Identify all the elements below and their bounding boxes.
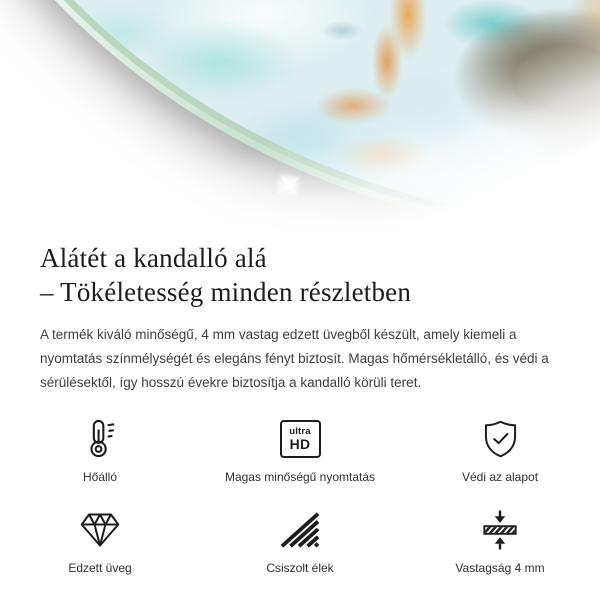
ultra-hd-icon: [280, 417, 321, 461]
feature-protects-base: [400, 417, 600, 484]
product-hero-image: [0, 0, 600, 236]
feature-thickness: [400, 508, 600, 575]
feature-label: Hőálló: [82, 470, 118, 484]
diamond-icon: [79, 508, 121, 552]
feature-label: Csiszolt élek: [266, 561, 334, 575]
hero-white-fade: [0, 0, 600, 236]
page-title-line1: Alátét a kandalló alá: [40, 243, 267, 273]
page-title-line2: – Tökéletesség minden részletben: [40, 277, 412, 307]
feature-polished-edges: [200, 508, 400, 575]
feature-heat-resistant: [0, 417, 200, 484]
ultra-hd-text-bottom: HD: [289, 436, 311, 453]
page-title: [40, 241, 560, 309]
shield-check-icon: [482, 417, 519, 461]
feature-tempered-glass: [0, 508, 200, 575]
product-description-section: [0, 241, 600, 575]
feature-label: Magas minőségű nyomtatás: [224, 470, 376, 484]
thickness-icon: [481, 508, 519, 552]
ultra-hd-text-top: ultra: [289, 425, 311, 437]
feature-label: Védi az alapot: [461, 470, 539, 484]
feature-label: Edzett üveg: [68, 561, 132, 575]
thermometer-icon: [81, 417, 119, 461]
feature-high-quality-print: [200, 417, 400, 484]
polished-edge-icon: [279, 508, 321, 552]
feature-label: Vastagság 4 mm: [455, 561, 545, 575]
feature-grid: [0, 417, 600, 575]
product-description-text: A termék kiváló minőségű, 4 mm vastag edzett üvegből készült, amely kiemeli a nyomtatás színmélységét és elegáns fényt biztosít. Magas hőmérsékletálló, és védi a sérülésektől, így hosszú évekre biztosítja a kandalló körüli teret.: [40, 327, 549, 390]
